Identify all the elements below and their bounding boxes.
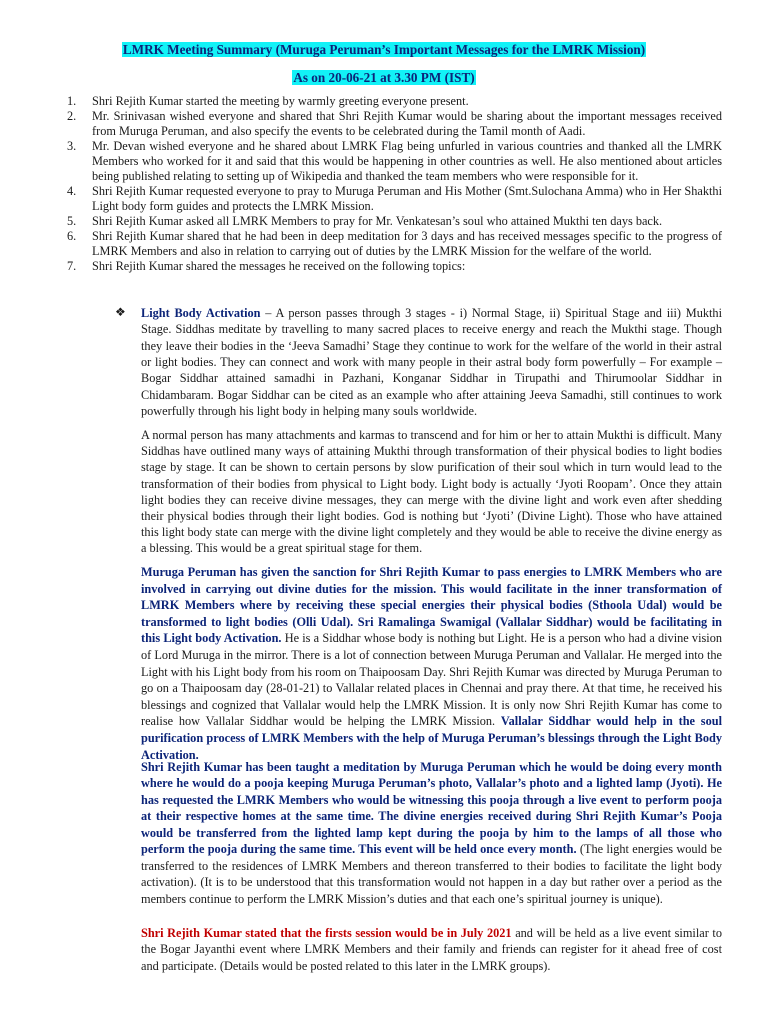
topic-paragraph-meditation <box>141 759 722 907</box>
list-item-number: 4. <box>67 184 77 198</box>
sanction-bold-text: Muruga Peruman has given the sanction for Shri Rejith Kumar to pass energies to LMRK Members who are involved in carrying out divine duties for the mission. This would facilitate in the inner transformation of LMRK Members where by receiving these special energies their physical bodies (Sthoola Udal) would be transformed to light bodies (Olli Udal). Sri Ramalinga Swamigal (Vallalar Siddhar) would be facilitating in this Light body Activation. <box>141 565 722 646</box>
sanction-closing-bold-text: Vallalar Siddhar would help in the soul purification process of LMRK Members with the help of Muruga Peruman’s blessings through the Light Body Activation. <box>141 714 722 762</box>
diamond-bullet-icon: ❖ <box>115 305 126 319</box>
topic-paragraph-mukthi: A normal person has many attachments and karmas to transcend and for him or her to attain Mukthi is difficult. Many Siddhas have outlined many ways of attaining Mukthi through transformation of their physical bodies to light bodies stage by stage. It can be shown to certain persons by slow purification of their soul which in turn would lead to the transformation of their bodies from physical to Light body. Light body is actually ‘Jyoti Roopam’. Once they attain light bodies they can receive divine messages, they can merge with the divine light and work even after shedding their physical bodies through their light bodies. God is nothing but ‘Jyoti’ (Divine Light). Those who have attained this light body state can merge with the divine light completely and they would be able to receive the divine energy as a blessing. This would be a great spiritual stage for them. <box>141 428 722 556</box>
list-item <box>0 109 768 139</box>
list-item <box>0 94 768 109</box>
topic-paragraph-sanction <box>141 564 722 763</box>
list-item <box>0 184 768 214</box>
list-item-text: Mr. Devan wished everyone and he shared about LMRK Flag being unfurled in various countries and thanked all the LMRK Members who worked for it and said that this would be happening in other countries as well. He also mentioned about articles being published relating to setting up of Wikipedia and thanked the team members who were responsible for it. <box>92 139 722 183</box>
list-item-text: Shri Rejith Kumar shared that he had been in deep meditation for 3 days and has received messages specific to the progress of LMRK Members and also in relation to carrying out of duties by the LMRK Mission for the welfare of the world. <box>92 229 722 258</box>
meditation-bold-text: Shri Rejith Kumar has been taught a meditation by Muruga Peruman which he would be doing every month where he would do a pooja keeping Muruga Peruman’s photo, Vallalar’s photo and a lighted lamp (Jyoti). He has requested the LMRK Members who would be witnessing this pooja through a live event to perform pooja at their respective homes at the same time. The divine energies received during Shri Rejith Kumar’s Pooja would be transferred from the lighted lamp kept during the pooja by him to the lamps of all those who perform the pooja during the same time. This event will be held once every month. <box>141 760 722 857</box>
topic-heading: Light Body Activation <box>141 306 261 320</box>
list-item <box>0 214 768 229</box>
sanction-body-text: He is a Siddhar whose body is nothing but Light. He is a person who had a divine vision of Lord Muruga in the mirror. There is a lot of connection between Muruga Peruman and Vallalar. He merged into the Light with his Light body from his room on Thaipoosam Day. Shri Rejith Kumar was directed by Muruga Peruman to go on a Thaipoosam day (28-01-21) to Vallalar related places in Chennai and pray there. At that time, he received his blessings and cognized that Vallalar would help the LMRK Mission. It is only now Shri Rejith Kumar has come to realise how Vallalar Siddhar would be helping the LMRK Mission. <box>141 631 722 729</box>
list-item-number: 3. <box>67 139 77 153</box>
topic-paragraph-intro <box>141 305 722 419</box>
list-item-number: 1. <box>67 94 77 108</box>
topic-paragraph-first-session <box>141 925 722 974</box>
meeting-points-list <box>0 94 768 274</box>
list-item-number: 6. <box>67 229 77 243</box>
list-item-number: 7. <box>67 259 77 273</box>
list-item-text: Shri Rejith Kumar started the meeting by warmly greeting everyone present. <box>92 94 469 108</box>
meditation-body-text: (The light energies would be transferred to the residences of LMRK Members and thereon transferred to their bodies to facilitate the light body activation). (It is to be understood that this transformation would not happen in a day but rather over a period as the members continue to perform the LMRK Mission’s duties and that each one’s spiritual journey is unique). <box>141 842 722 906</box>
list-item <box>0 259 768 274</box>
list-item <box>0 139 768 184</box>
list-item-text: Mr. Srinivasan wished everyone and shared that Shri Rejith Kumar would be sharing about the important messages received from Muruga Peruman, and also specify the events to be celebrated during the Tamil month of Aadi. <box>92 109 722 138</box>
first-session-red-text: Shri Rejith Kumar stated that the firsts session would be in July 2021 <box>141 926 512 940</box>
first-session-body-text: and will be held as a live event similar to the Bogar Jayanthi event where LMRK Members and their family and friends can register for it ahead free of cost and participate. (Details would be posted related to this later in the LMRK groups). <box>141 926 722 973</box>
list-item-text: Shri Rejith Kumar asked all LMRK Members to pray for Mr. Venkatesan’s soul who attained Mukthi ten days back. <box>92 214 663 228</box>
document-subtitle <box>0 70 768 86</box>
topic-intro-text: – A person passes through 3 stages - i) Normal Stage, ii) Spiritual Stage and iii) Mukthi Stage. Siddhas meditate by travelling to many sacred places to receive energy and reach the Mukthi stage. Though they leave their bodies in the ‘Jeeva Samadhi’ Stage they continue to work for the welfare of the world in their astral or light bodies. They can connect and work with many people in their astral body form powerfully – For example – Bogar Siddhar attained samadhi in Pazhani, Konganar Siddhar in Tirupathi and Thirumoolar Siddhar in Chidambaram. Bogar Siddhar can be cited as an example who after attaining Jeeva Samadhi, still continues to work powerfully through his light body in helping many souls worldwide. <box>141 306 722 419</box>
document-title <box>0 42 768 58</box>
list-item-text: Shri Rejith Kumar shared the messages he received on the following topics: <box>92 259 466 273</box>
list-item-number: 2. <box>67 109 77 123</box>
list-item <box>0 229 768 259</box>
document-subtitle-text: As on 20-06-21 at 3.30 PM (IST) <box>293 70 475 85</box>
list-item-text: Shri Rejith Kumar requested everyone to pray to Muruga Peruman and His Mother (Smt.Sulochana Amma) who in Her Shakthi Light body form guides and protects the LMRK Mission. <box>92 184 722 213</box>
document-title-text: LMRK Meeting Summary (Muruga Peruman’s Important Messages for the LMRK Mission) <box>122 42 646 57</box>
list-item-number: 5. <box>67 214 77 228</box>
